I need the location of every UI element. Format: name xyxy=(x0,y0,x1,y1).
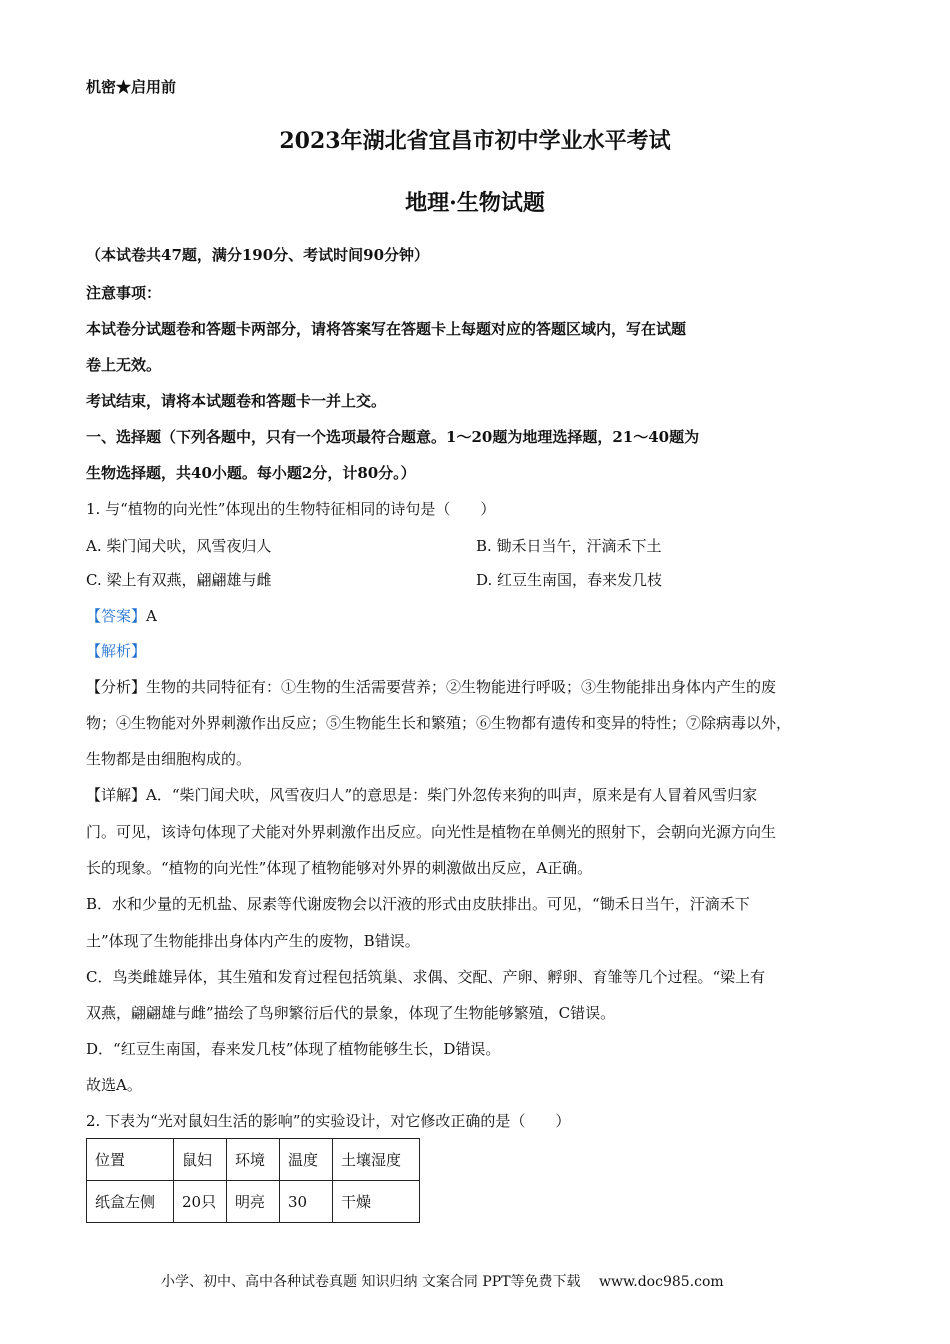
analysis-label: 【解析】 xyxy=(86,642,147,660)
table-cell: 20只 xyxy=(174,1181,227,1223)
analysis-line: 生物都是由细胞构成的。 xyxy=(86,750,252,768)
detail-line: D．“红豆生南国，春来发几枝”体现了植物能够生长，D错误。 xyxy=(86,1040,501,1058)
table-header-cell: 温度 xyxy=(280,1139,333,1181)
question-stem: 2. 下表为“光对鼠妇生活的影响”的实验设计，对它修改正确的是（ ） xyxy=(86,1112,571,1130)
answer-label: 【答案】 xyxy=(86,607,147,625)
detail-line: C．鸟类雌雄异体，其生殖和发育过程包括筑巢、求偶、交配、产卵、孵卵、育雏等几个过程。“梁上有 xyxy=(86,968,766,986)
detail-line: 故选A。 xyxy=(86,1076,142,1094)
notes-line: 考试结束，请将本试题卷和答题卡一并上交。 xyxy=(86,392,387,410)
table-cell: 纸盒左侧 xyxy=(87,1181,174,1223)
detail-line: 土”体现了生物能排出身体内产生的废物，B错误。 xyxy=(86,932,420,950)
option-d: D. 红豆生南国，春来发几枝 xyxy=(476,571,663,589)
section-heading: 一、选择题（下列各题中，只有一个选项最符合题意。1～20题为地理选择题，21～40题为 xyxy=(86,428,700,446)
detail-line: 双燕，翩翩雄与雌”描绘了鸟卵繁衍后代的景象，体现了生物能够繁殖，C错误。 xyxy=(86,1004,616,1022)
exam-meta: （本试卷共47题，满分190分、考试时间90分钟） xyxy=(86,246,430,264)
answer-line xyxy=(86,605,157,626)
option-a: A. 柴门闻犬吠，风雪夜归人 xyxy=(86,537,272,555)
table-cell: 明亮 xyxy=(227,1181,280,1223)
detail-line: 长的现象。“植物的向光性”体现了植物能够对外界的刺激做出反应，A正确。 xyxy=(86,859,593,877)
footer-text: 小学、初中、高中各种试卷真题 知识归纳 文案合同 PPT等免费下载 xyxy=(161,1274,581,1290)
exam-subtitle: 地理·生物试题 xyxy=(405,190,545,216)
question-stem: 1. 与“植物的向光性”体现出的生物特征相同的诗句是（ ） xyxy=(86,500,496,518)
notes-heading: 注意事项： xyxy=(86,284,162,302)
answer-value: A xyxy=(146,607,157,625)
table-header-cell: 位置 xyxy=(87,1139,174,1181)
notes-line: 本试卷分试题卷和答题卡两部分，请将答案写在答题卡上每题对应的答题区域内，写在试题 xyxy=(86,320,687,338)
table-header-cell: 土壤湿度 xyxy=(333,1139,420,1181)
notes-line: 卷上无效。 xyxy=(86,356,162,374)
option-c: C. 梁上有双燕，翩翩雄与雌 xyxy=(86,571,272,589)
option-b: B. 锄禾日当午，汗滴禾下土 xyxy=(476,537,662,555)
confidential-mark: 机密★启用前 xyxy=(86,78,177,96)
experiment-table xyxy=(86,1138,420,1223)
table-header-row xyxy=(87,1139,420,1181)
table-header-cell: 环境 xyxy=(227,1139,280,1181)
exam-title: 2023年湖北省宜昌市初中学业水平考试 xyxy=(279,128,671,154)
analysis-line: 物；④生物能对外界刺激作出反应；⑤生物能生长和繁殖；⑥生物都有遗传和变异的特性；⑦除病毒以外， xyxy=(86,714,792,732)
analysis-line: 【分析】生物的共同特征有：①生物的生活需要营养；②生物能进行呼吸；③生物能排出身体内产生的废 xyxy=(86,678,777,696)
detail-line: 【详解】A．“柴门闻犬吠，风雪夜归人”的意思是：柴门外忽传来狗的叫声，原来是有人冒着风雪归家 xyxy=(86,786,758,804)
table-row xyxy=(87,1181,420,1223)
table-cell: 30 xyxy=(280,1181,333,1223)
table-header-cell: 鼠妇 xyxy=(174,1139,227,1181)
footer xyxy=(161,1271,724,1291)
table-cell: 干燥 xyxy=(333,1181,420,1223)
section-heading: 生物选择题，共40小题。每小题2分，计80分。） xyxy=(86,464,416,482)
footer-url[interactable]: www.doc985.com xyxy=(598,1274,724,1290)
detail-line: B．水和少量的无机盐、尿素等代谢废物会以汗液的形式由皮肤排出。可见，“锄禾日当午，汗滴禾下 xyxy=(86,895,750,913)
detail-line: 门。可见，该诗句体现了犬能对外界刺激作出反应。向光性是植物在单侧光的照射下，会朝向光源方向生 xyxy=(86,823,777,841)
